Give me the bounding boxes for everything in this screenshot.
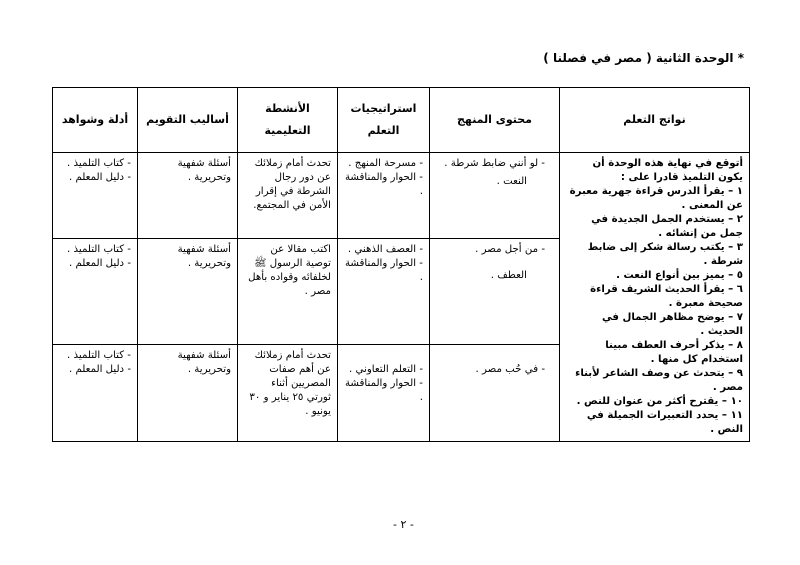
strategy-item: - الحوار والمناقشة . <box>344 172 423 197</box>
table-row <box>53 153 750 239</box>
lesson-title: - في حُب مصر . <box>475 364 545 376</box>
strategy-item: - الحوار والمناقشة . <box>344 258 423 284</box>
lesson-title: - من أجل مصر . <box>475 244 545 256</box>
assessment-cell: أسئلة شفهية وتحريرية . <box>138 153 238 239</box>
evidence-item: - دليل المعلم . <box>69 258 131 270</box>
page-title: * الوحدة الثانية ( مصر في فصلنا ) <box>543 51 744 65</box>
activities-cell: اكتب مقالا عن توصية الرسول ﷺ لخلفائه وقواده بأهل مصر . <box>238 239 338 345</box>
lesson-title: - لو أنني ضابط شرطة . <box>444 158 545 169</box>
assessment-cell: أسئلة شفهية وتحريرية . <box>138 345 238 442</box>
outcome-item: ٨ – يذكر أحرف العطف مبينا استخدام كل منها . <box>605 340 743 365</box>
activities-cell: تحدث أمام زملائك عن دور رجال الشرطة في إقرار الأمن في المجتمع. <box>238 153 338 239</box>
header-activities: الأنشطة التعليمية <box>238 88 338 153</box>
strategies-cell <box>338 345 430 442</box>
header-content: محتوى المنهج <box>430 88 560 153</box>
grammar-topic: العطف . <box>490 270 527 282</box>
evidence-item: - كتاب التلميذ . <box>67 350 131 362</box>
header-evidence: أدلة وشواهد <box>53 88 138 153</box>
evidence-item: - كتاب التلميذ . <box>67 158 131 169</box>
outcome-item: ١٠ – يقترح أكثر من عنوان للنص . <box>576 396 743 407</box>
outcome-item: ٩ – يتحدث عن وصف الشاعر لأبناء مصر . <box>575 368 743 393</box>
strategy-item: - العصف الذهني . <box>347 244 423 256</box>
outcome-item: ١ – يقرأ الدرس قراءة جهرية معبرة عن المعنى . <box>569 186 743 211</box>
evidence-cell <box>53 345 138 442</box>
header-assessment: أساليب التقويم <box>138 88 238 153</box>
strategy-item: - مسرحة المنهج . <box>348 158 423 169</box>
strategies-cell <box>338 239 430 345</box>
evidence-item: - دليل المعلم . <box>69 364 131 376</box>
unit-plan-table <box>52 87 750 442</box>
grammar-topic: النعت . <box>496 176 527 187</box>
evidence-cell <box>53 239 138 345</box>
content-cell <box>430 153 560 239</box>
evidence-item: - كتاب التلميذ . <box>67 244 131 256</box>
strategy-item: - التعلم التعاوني . <box>349 364 423 376</box>
activities-cell: تحدث أمام زملائك عن أهم صفات المصريين أثناء ثورتي ٢٥ يناير و ٣٠ يونيو . <box>238 345 338 442</box>
outcome-intro: أتوقع في نهاية هذه الوحدة أن يكون التلميذ قادرا على : <box>592 158 743 183</box>
outcome-item: ٣ – يكتب رسالة شكر إلى ضابط شرطة . <box>587 242 743 267</box>
page-number: - ٢ - <box>393 518 414 531</box>
learning-outcomes-cell <box>560 153 750 442</box>
strategies-cell <box>338 153 430 239</box>
outcome-item: ٥ – يميز بين أنواع النعت . <box>616 270 743 281</box>
outcome-item: ٧ – يوضح مظاهر الجمال في الحديث . <box>601 312 743 337</box>
evidence-cell <box>53 153 138 239</box>
assessment-cell: أسئلة شفهية وتحريرية . <box>138 239 238 345</box>
strategy-item: - الحوار والمناقشة . <box>344 378 423 404</box>
header-outcomes: نواتج التعلم <box>560 88 750 153</box>
content-cell <box>430 239 560 345</box>
content-cell <box>430 345 560 442</box>
table-header-row <box>53 88 750 153</box>
outcome-item: ١١ – يحدد التعبيرات الجميلة في النص . <box>586 410 743 435</box>
evidence-item: - دليل المعلم . <box>69 172 131 183</box>
header-strategies: استراتيجيات التعلم <box>338 88 430 153</box>
outcome-item: ٦ – يقرأ الحديث الشريف قراءة صحيحة معبرة . <box>590 284 743 309</box>
outcome-item: ٢ – يستخدم الجمل الجديدة في جمل من إنشائه . <box>591 214 743 239</box>
